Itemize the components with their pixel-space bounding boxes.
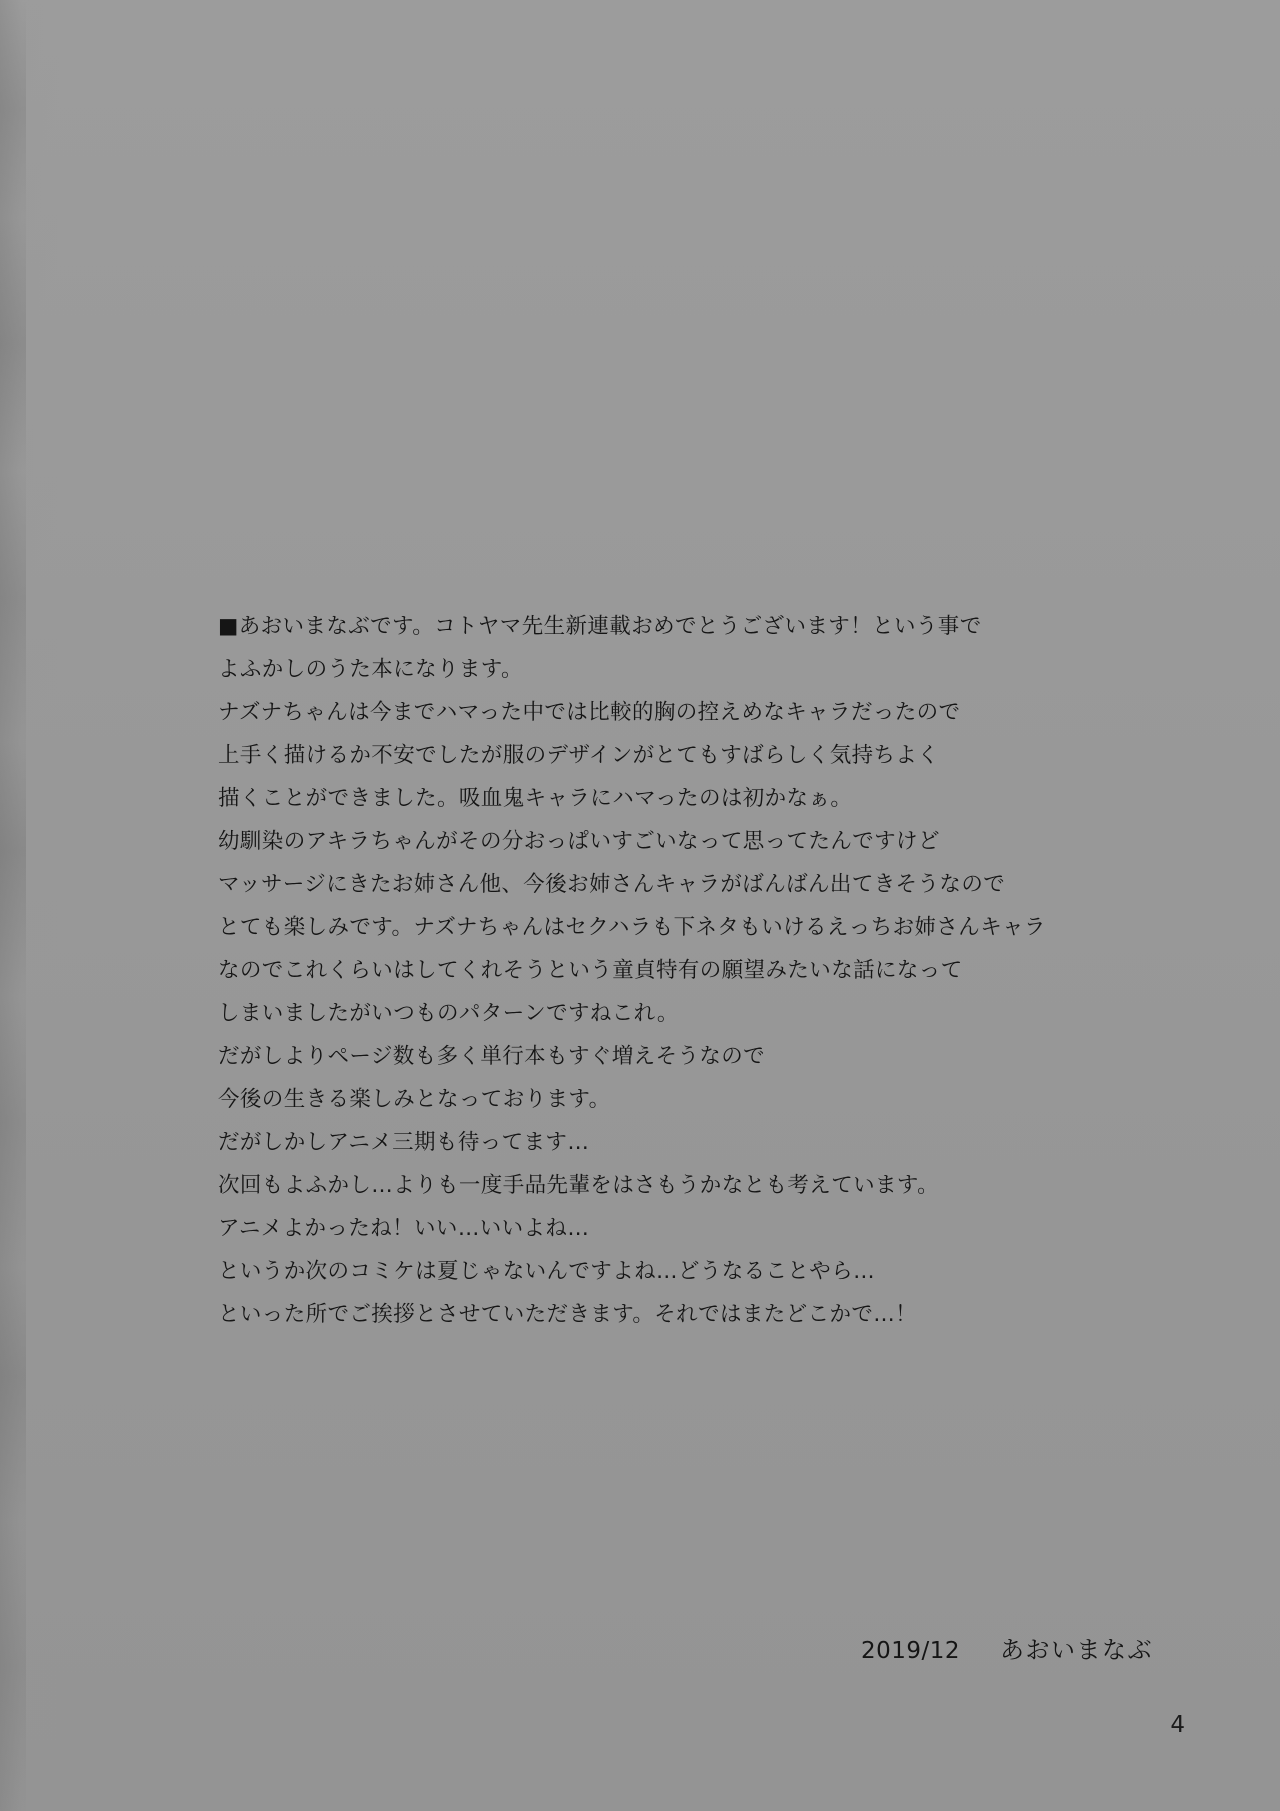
afterword-line: アニメよかったね！いい…いいよね… bbox=[218, 1216, 590, 1241]
afterword-line: しまいましたがいつものパターンですねこれ。 bbox=[218, 1001, 679, 1026]
scan-edge-artifact bbox=[0, 0, 26, 1811]
afterword-line: だがしよりページ数も多く単行本もすぐ増えそうなので bbox=[218, 1044, 766, 1069]
afterword-line: といった所でご挨拶とさせていただきます。それではまたどこかで…！ bbox=[218, 1302, 918, 1327]
afterword-line: とても楽しみです。ナズナちゃんはセクハラも下ネタもいけるえっちお姉さんキャラ bbox=[218, 915, 1046, 940]
signature-author-name: あおいまなぶ bbox=[1000, 1636, 1153, 1664]
afterword-line: 今後の生きる楽しみとなっております。 bbox=[218, 1087, 611, 1112]
afterword-text-block bbox=[218, 605, 1138, 1336]
afterword-line: 次回もよふかし…よりも一度手品先輩をはさもうかなとも考えています。 bbox=[218, 1173, 939, 1198]
afterword-line: ■あおいまなぶです。コトヤマ先生新連載おめでとうございます！という事で bbox=[218, 614, 982, 639]
afterword-line: ナズナちゃんは今までハマった中では比較的胸の控えめなキャラだったので bbox=[218, 700, 961, 725]
afterword-line: 描くことができました。吸血鬼キャラにハマったのは初かなぁ。 bbox=[218, 786, 853, 811]
afterword-line: 幼馴染のアキラちゃんがその分おっぱいすごいなって思ってたんですけど bbox=[218, 829, 940, 854]
afterword-line: 上手く描けるか不安でしたが服のデザインがとてもすばらしく気持ちよく bbox=[218, 743, 940, 768]
page-number: 4 bbox=[1170, 1712, 1185, 1738]
signature-block bbox=[861, 1630, 1153, 1665]
afterword-line: マッサージにきたお姉さん他、今後お姉さんキャラがばんばん出てきそうなので bbox=[218, 872, 1006, 897]
afterword-line: というか次のコミケは夏じゃないんですよね…どうなることやら… bbox=[218, 1259, 876, 1284]
afterword-line: なのでこれくらいはしてくれそうという童貞特有の願望みたいな話になって bbox=[218, 958, 963, 983]
afterword-line: だがしかしアニメ三期も待ってます… bbox=[218, 1130, 590, 1155]
signature-date: 2019/12 bbox=[860, 1638, 960, 1664]
afterword-line: よふかしのうた本になります。 bbox=[218, 657, 523, 682]
